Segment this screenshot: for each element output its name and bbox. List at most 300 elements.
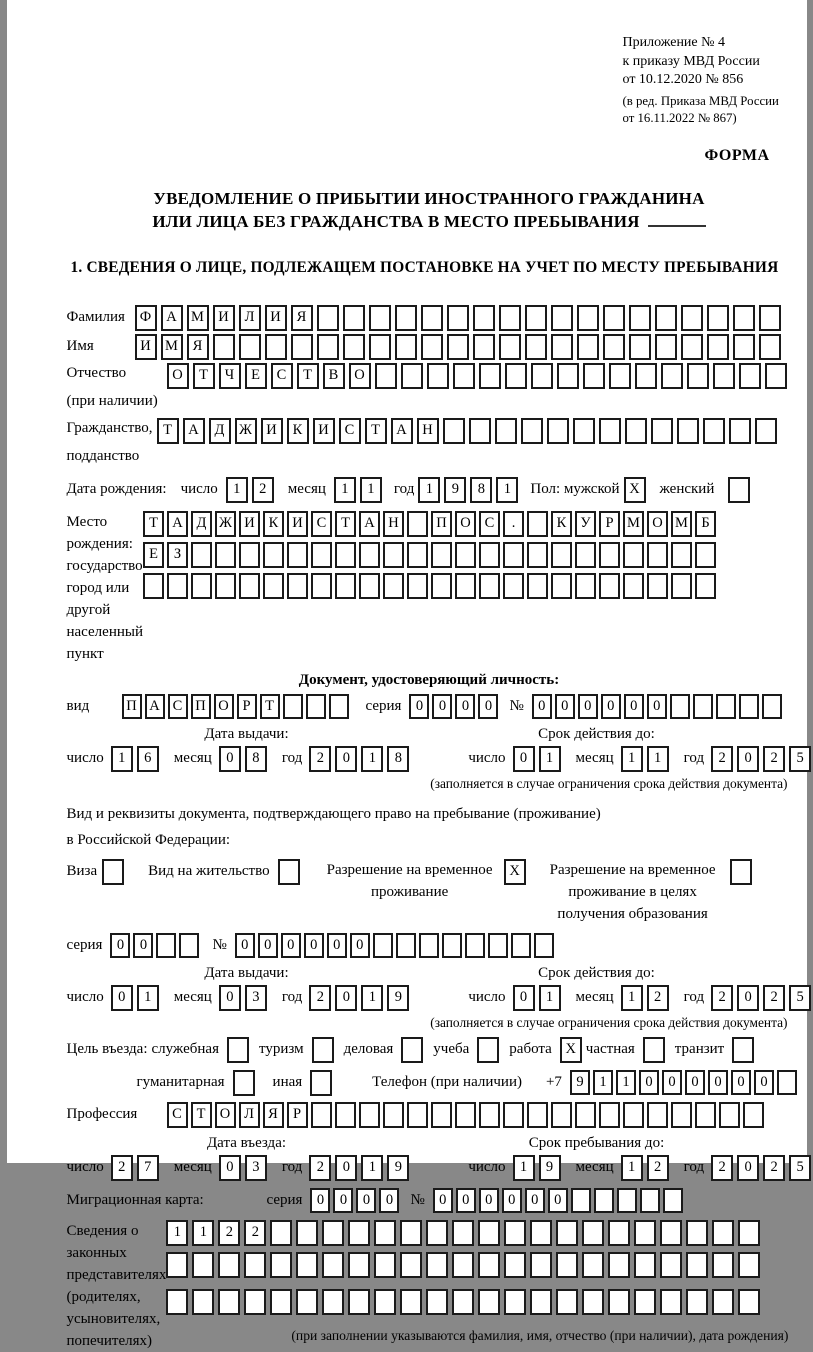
char-cell <box>623 542 644 568</box>
char-cell <box>547 418 569 444</box>
entry-purpose-label: Цель въезда: <box>66 1041 148 1057</box>
char-cell <box>374 1220 396 1246</box>
char-cell <box>634 1289 656 1315</box>
char-cell: А <box>391 418 413 444</box>
valid-until-header: Срок действия до: <box>538 725 655 742</box>
representatives-row2-cells <box>166 1252 764 1278</box>
citizenship-cells <box>157 418 781 444</box>
sex-male-label: Пол: мужской <box>530 481 620 497</box>
valid-month-cells <box>621 985 673 1011</box>
profession-label: Профессия <box>66 1106 138 1122</box>
char-cell: 1 <box>361 985 383 1011</box>
char-cell: А <box>359 511 380 537</box>
char-cell: С <box>271 363 293 389</box>
char-cell: 0 <box>335 746 357 772</box>
given-name-label: Имя <box>66 338 94 354</box>
char-cell: 0 <box>737 746 759 772</box>
purpose-private: частная <box>586 1037 665 1063</box>
char-cell <box>317 305 339 331</box>
char-cell: Л <box>239 305 261 331</box>
char-cell: Ж <box>215 511 236 537</box>
char-cell <box>733 305 755 331</box>
char-cell <box>503 573 524 599</box>
valid-year-cells <box>711 985 813 1011</box>
char-cell: 2 <box>252 477 274 503</box>
purpose-humanitarian-checkbox <box>233 1070 255 1096</box>
char-cell <box>166 1252 188 1278</box>
char-cell: А <box>167 511 188 537</box>
char-cell <box>473 305 495 331</box>
char-cell: П <box>122 694 142 719</box>
char-cell <box>599 542 620 568</box>
char-cell: И <box>313 418 335 444</box>
char-cell <box>322 1252 344 1278</box>
char-cell: 0 <box>356 1188 376 1213</box>
char-cell <box>629 334 651 360</box>
sex-male-checkbox: X <box>624 477 646 503</box>
stay-doc-series-label: серия <box>66 936 103 953</box>
char-cell <box>759 334 781 360</box>
char-cell <box>625 418 647 444</box>
char-cell: 2 <box>711 746 733 772</box>
char-cell: 1 <box>647 746 669 772</box>
char-cell <box>421 334 443 360</box>
char-cell <box>608 1252 630 1278</box>
char-cell <box>166 1289 188 1315</box>
patronymic-cells <box>167 363 791 389</box>
char-cell <box>479 542 500 568</box>
char-cell <box>479 573 500 599</box>
char-cell <box>651 418 673 444</box>
identity-issue-date: число 1 6 месяц 0 8 год 2 0 1 8 <box>67 746 414 772</box>
char-cell: 9 <box>539 1155 561 1181</box>
char-cell <box>167 573 188 599</box>
char-cell <box>263 542 284 568</box>
migration-card-label: Миграционная карта: <box>66 1191 204 1208</box>
char-cell: Т <box>143 511 164 537</box>
char-cell: 2 <box>763 985 785 1011</box>
char-cell: 1 <box>621 985 643 1011</box>
char-cell: 0 <box>304 933 324 958</box>
char-cell <box>582 1252 604 1278</box>
stay-doc-valid-header: Срок действия до: <box>538 964 655 981</box>
char-cell: 3 <box>245 1155 267 1181</box>
char-cell <box>695 542 716 568</box>
doc-number-label: № <box>509 697 524 714</box>
char-cell <box>374 1289 396 1315</box>
char-cell <box>329 694 349 719</box>
char-cell: 2 <box>309 1155 331 1181</box>
char-cell <box>400 1220 422 1246</box>
char-cell: 0 <box>624 694 644 719</box>
char-cell <box>407 1102 428 1128</box>
char-cell: Ж <box>235 418 257 444</box>
char-cell: Т <box>191 1102 212 1128</box>
char-cell <box>582 1220 604 1246</box>
char-cell: И <box>239 511 260 537</box>
char-cell <box>369 305 391 331</box>
char-cell <box>455 1102 476 1128</box>
char-cell: С <box>168 694 188 719</box>
char-cell: 8 <box>245 746 267 772</box>
char-cell <box>348 1220 370 1246</box>
char-cell <box>527 511 548 537</box>
purpose-study-checkbox <box>477 1037 499 1063</box>
char-cell: 1 <box>539 746 561 772</box>
purpose-tourism-checkbox <box>312 1037 334 1063</box>
appendix-line: к приказу МВД России <box>622 53 760 69</box>
char-cell: Я <box>291 305 313 331</box>
entry-day-cells <box>111 1155 163 1181</box>
char-cell <box>419 933 439 958</box>
purpose-business-checkbox <box>401 1037 423 1063</box>
char-cell: О <box>215 1102 236 1128</box>
purpose-transit-checkbox <box>732 1037 754 1063</box>
char-cell <box>505 363 527 389</box>
char-cell: 0 <box>327 933 347 958</box>
char-cell <box>343 305 365 331</box>
char-cell: Ф <box>135 305 157 331</box>
appendix-header <box>623 34 792 127</box>
char-cell: 1 <box>166 1220 188 1246</box>
char-cell: О <box>167 363 189 389</box>
char-cell: М <box>671 511 692 537</box>
day-label: число <box>180 481 218 497</box>
char-cell <box>495 418 517 444</box>
char-cell: 2 <box>218 1220 240 1246</box>
char-cell: 1 <box>616 1070 636 1095</box>
char-cell <box>716 694 736 719</box>
char-cell <box>571 1188 591 1213</box>
char-cell: 0 <box>513 985 535 1011</box>
purpose-work-checkbox: X <box>560 1037 582 1063</box>
char-cell <box>447 334 469 360</box>
char-cell: О <box>455 511 476 537</box>
doc-series-cells <box>409 694 501 719</box>
phone-prefix: +7 <box>545 1074 562 1090</box>
char-cell <box>499 305 521 331</box>
char-cell: И <box>135 334 157 360</box>
issue-day-cells <box>111 746 163 772</box>
temp-residence-checkbox: X <box>504 859 526 885</box>
month-label: месяц <box>287 481 326 497</box>
char-cell: 0 <box>662 1070 682 1095</box>
appendix-line: от 10.12.2020 № 856 <box>622 72 744 87</box>
char-cell: 0 <box>731 1070 751 1095</box>
char-cell <box>478 1289 500 1315</box>
char-cell: 0 <box>219 985 241 1011</box>
char-cell: 9 <box>444 477 466 503</box>
char-cell <box>383 542 404 568</box>
char-cell <box>594 1188 614 1213</box>
char-cell: 2 <box>244 1220 266 1246</box>
doc-kind-cells <box>122 694 352 719</box>
char-cell: У <box>575 511 596 537</box>
char-cell: 2 <box>763 746 785 772</box>
char-cell: Е <box>143 542 164 568</box>
stay-year-cells <box>711 1155 813 1181</box>
char-cell <box>335 542 356 568</box>
stay-until-header: Срок пребывания до: <box>528 1134 665 1151</box>
char-cell <box>453 363 475 389</box>
char-cell: 0 <box>525 1188 545 1213</box>
char-cell <box>738 1289 760 1315</box>
char-cell <box>317 334 339 360</box>
entry-year-cells <box>309 1155 413 1181</box>
char-cell: Т <box>335 511 356 537</box>
char-cell <box>655 334 677 360</box>
char-cell: 1 <box>361 746 383 772</box>
char-cell: А <box>161 305 183 331</box>
forma-label: ФОРМА <box>704 146 770 164</box>
char-cell <box>488 933 508 958</box>
char-cell <box>759 305 781 331</box>
char-cell: И <box>261 418 283 444</box>
char-cell: Я <box>187 334 209 360</box>
temp-residence-education-checkbox <box>730 859 752 885</box>
char-cell: И <box>213 305 235 331</box>
char-cell: В <box>323 363 345 389</box>
char-cell <box>686 1289 708 1315</box>
char-cell <box>452 1220 474 1246</box>
char-cell: О <box>214 694 234 719</box>
char-cell: Я <box>263 1102 284 1128</box>
char-cell <box>427 363 449 389</box>
char-cell <box>707 334 729 360</box>
char-cell <box>143 573 164 599</box>
char-cell <box>296 1220 318 1246</box>
purpose-humanitarian: гуманитарная <box>137 1070 255 1096</box>
char-cell: К <box>287 418 309 444</box>
stay-doc-issue-date: число 0 1 месяц 0 3 год 2 0 1 9 <box>67 985 414 1011</box>
char-cell: 0 <box>548 1188 568 1213</box>
char-cell: 1 <box>111 746 133 772</box>
char-cell <box>191 573 212 599</box>
char-cell: 9 <box>387 985 409 1011</box>
char-cell <box>713 363 735 389</box>
char-cell <box>738 1252 760 1278</box>
option-temp-residence: Разрешение на временное проживание X <box>324 859 526 903</box>
char-cell <box>671 573 692 599</box>
char-cell: 2 <box>647 1155 669 1181</box>
char-cell: 0 <box>111 985 133 1011</box>
validity-note: (заполняется в случае ограничения срока действия документа) <box>430 775 788 791</box>
char-cell <box>322 1289 344 1315</box>
char-cell: 1 <box>418 477 440 503</box>
char-cell <box>400 1289 422 1315</box>
char-cell: 0 <box>235 933 255 958</box>
char-cell: 0 <box>737 1155 759 1181</box>
section1-title: 1. СВЕДЕНИЯ О ЛИЦЕ, ПОДЛЕЖАЩЕМ ПОСТАНОВКЕ НА УЧЕТ ПО МЕСТУ ПРЕБЫВАНИЯ <box>70 258 779 276</box>
char-cell <box>695 1102 716 1128</box>
stay-doc-number-cells <box>235 933 557 958</box>
char-cell <box>629 305 651 331</box>
char-cell <box>263 573 284 599</box>
char-cell <box>655 305 677 331</box>
char-cell <box>473 334 495 360</box>
valid-day-cells <box>513 746 565 772</box>
residence-permit-checkbox <box>278 859 300 885</box>
char-cell: Р <box>237 694 257 719</box>
char-cell: 1 <box>496 477 518 503</box>
char-cell: Б <box>695 511 716 537</box>
char-cell: 9 <box>387 1155 409 1181</box>
char-cell <box>503 542 524 568</box>
amendment-line: от 16.11.2022 № 867) <box>622 110 737 125</box>
doc-series-label: серия <box>365 697 402 714</box>
char-cell <box>712 1252 734 1278</box>
char-cell: 0 <box>335 985 357 1011</box>
char-cell: 6 <box>137 746 159 772</box>
char-cell: 1 <box>137 985 159 1011</box>
purpose-official: служебная <box>151 1037 249 1063</box>
char-cell: 0 <box>258 933 278 958</box>
char-cell <box>270 1252 292 1278</box>
validity-note: (заполняется в случае ограничения срока действия документа) <box>430 1014 788 1030</box>
purpose-private-checkbox <box>643 1037 665 1063</box>
char-cell: 0 <box>133 933 153 958</box>
patronymic-label: Отчество (при наличии) <box>66 364 158 409</box>
char-cell <box>687 363 709 389</box>
year-label: год <box>393 481 415 497</box>
char-cell <box>270 1220 292 1246</box>
char-cell <box>179 933 199 958</box>
char-cell <box>582 1289 604 1315</box>
char-cell: Р <box>599 511 620 537</box>
char-cell: М <box>161 334 183 360</box>
char-cell <box>311 573 332 599</box>
char-cell: Т <box>365 418 387 444</box>
char-cell <box>527 542 548 568</box>
char-cell <box>239 334 261 360</box>
issue-year-cells <box>309 746 413 772</box>
option-residence-permit: Вид на жительство <box>148 859 299 885</box>
stay-doc-valid-until-date: число 0 1 месяц 1 2 год 2 0 2 5 <box>468 985 813 1011</box>
char-cell: С <box>167 1102 188 1128</box>
citizenship-label: Гражданство, подданство <box>66 419 153 464</box>
char-cell <box>521 418 543 444</box>
char-cell <box>374 1252 396 1278</box>
char-cell <box>686 1220 708 1246</box>
char-cell: 0 <box>335 1155 357 1181</box>
char-cell <box>677 418 699 444</box>
stay-month-cells <box>621 1155 673 1181</box>
char-cell: Н <box>383 511 404 537</box>
char-cell <box>647 573 668 599</box>
char-cell <box>348 1252 370 1278</box>
char-cell <box>270 1289 292 1315</box>
char-cell <box>478 1220 500 1246</box>
char-cell: 2 <box>763 1155 785 1181</box>
char-cell: 0 <box>281 933 301 958</box>
char-cell <box>443 418 465 444</box>
purpose-official-checkbox <box>227 1037 249 1063</box>
char-cell <box>681 334 703 360</box>
char-cell: 0 <box>310 1188 330 1213</box>
char-cell: 3 <box>245 985 267 1011</box>
char-cell: 7 <box>137 1155 159 1181</box>
char-cell: 2 <box>309 746 331 772</box>
char-cell <box>348 1289 370 1315</box>
char-cell <box>311 1102 332 1128</box>
char-cell <box>215 542 236 568</box>
char-cell: 0 <box>601 694 621 719</box>
char-cell <box>729 418 751 444</box>
identity-valid-until-date: число 0 1 месяц 1 1 год 2 0 2 5 <box>468 746 813 772</box>
char-cell <box>575 542 596 568</box>
purpose-tourism: туризм <box>259 1037 334 1063</box>
char-cell <box>530 1220 552 1246</box>
char-cell <box>556 1220 578 1246</box>
char-cell: 8 <box>387 746 409 772</box>
char-cell: 0 <box>432 694 452 719</box>
birth-day-cells <box>226 477 278 503</box>
identity-doc-header: Документ, удостоверяющий личность: <box>298 671 560 688</box>
char-cell <box>599 418 621 444</box>
char-cell <box>551 1102 572 1128</box>
char-cell: 2 <box>647 985 669 1011</box>
char-cell <box>465 933 485 958</box>
char-cell: 0 <box>478 694 498 719</box>
char-cell: М <box>623 511 644 537</box>
char-cell: 0 <box>502 1188 522 1213</box>
char-cell <box>426 1289 448 1315</box>
char-cell <box>551 334 573 360</box>
char-cell: К <box>263 511 284 537</box>
char-cell <box>777 1070 797 1095</box>
char-cell: 0 <box>513 746 535 772</box>
char-cell <box>573 418 595 444</box>
char-cell: 0 <box>685 1070 705 1095</box>
entry-month-cells <box>219 1155 271 1181</box>
char-cell <box>623 573 644 599</box>
char-cell: Д <box>209 418 231 444</box>
char-cell: Ч <box>219 363 241 389</box>
char-cell <box>695 573 716 599</box>
char-cell <box>556 1252 578 1278</box>
char-cell <box>191 542 212 568</box>
char-cell: 0 <box>708 1070 728 1095</box>
char-cell: 0 <box>455 694 475 719</box>
char-cell <box>431 1102 452 1128</box>
entry-date: число 2 7 месяц 0 3 год 2 0 1 9 <box>67 1155 414 1181</box>
char-cell: 0 <box>737 985 759 1011</box>
char-cell: Т <box>193 363 215 389</box>
representatives-note: (при заполнении указываются фамилия, имя, отчество (при наличии), дата рождения) <box>291 1327 789 1343</box>
char-cell: 2 <box>111 1155 133 1181</box>
migration-card-number-label: № <box>410 1191 425 1208</box>
issue-date-header: Дата выдачи: <box>204 725 289 742</box>
char-cell <box>192 1289 214 1315</box>
entry-date-header: Дата въезда: <box>206 1134 287 1151</box>
char-cell <box>575 573 596 599</box>
char-cell <box>738 1220 760 1246</box>
char-cell <box>647 542 668 568</box>
char-cell <box>359 573 380 599</box>
representatives-rows <box>166 1220 791 1344</box>
char-cell: 0 <box>433 1188 453 1213</box>
doc-number-cells <box>532 694 785 719</box>
char-cell <box>287 573 308 599</box>
birth-place-row1-cells <box>143 511 719 537</box>
form-title-line2: ИЛИ ЛИЦА БЕЗ ГРАЖДАНСТВА В МЕСТО ПРЕБЫВАНИЯ <box>67 210 792 233</box>
char-cell <box>527 573 548 599</box>
char-cell <box>635 363 657 389</box>
char-cell <box>671 1102 692 1128</box>
char-cell <box>739 363 761 389</box>
surname-cells <box>135 305 785 331</box>
char-cell: 1 <box>226 477 248 503</box>
